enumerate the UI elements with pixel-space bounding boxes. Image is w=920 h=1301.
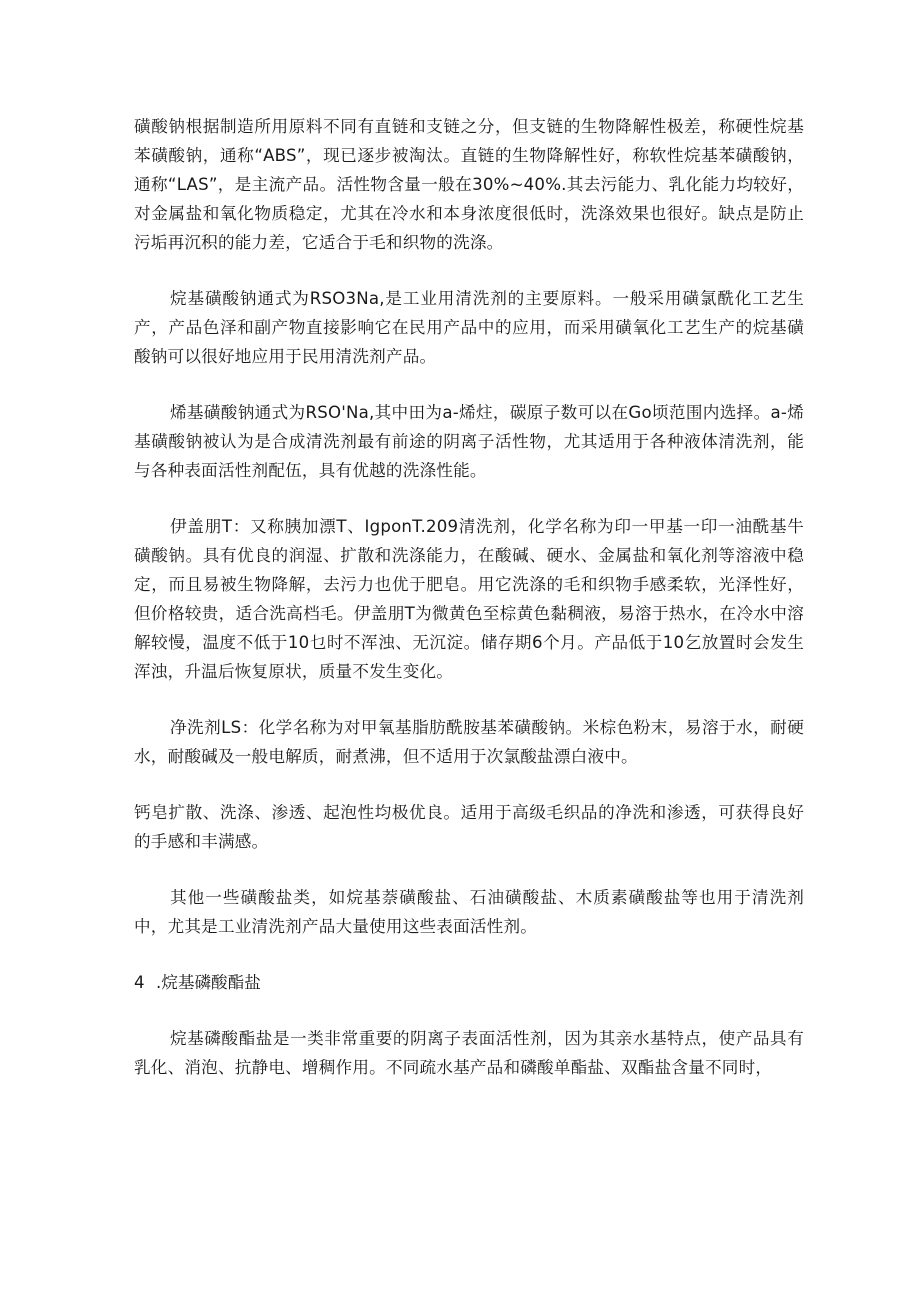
paragraph-alkenyl-sulfonate: 烯基磺酸钠通式为RSO'Na,其中田为a-烯炷，碳原子数可以在Go顷范围内选择。a-烯基磺酸钠被认为是合成清洗剂最有前途的阴离子活性物，尤其适用于各种液体清洗剂，能与各种表面活性剂配伍，具有优越的洗涤性能。 xyxy=(134,403,804,480)
paragraph-detergent-ls: 净洗剂LS：化学名称为对甲氧基脂肪酰胺基苯磺酸钠。米棕色粉末，易溶于水，耐硬水，耐酸碱及一般电解质，耐煮沸，但不适用于次氯酸盐漂白液中。 xyxy=(134,718,804,766)
paragraph-igepon-t: 伊盖朋T：又称胰加漂T、IgponT.209清洗剂，化学名称为印一甲基一印一油酰基牛磺酸钠。具有优良的润湿、扩散和洗涤能力，在酸碱、硬水、金属盐和氧化剂等溶液中稳定，而且易被生物降解，去污力也优于肥皂。用它洗涤的毛和织物手感柔软，光泽性好，但价格较贵，适合洗高档毛。伊盖朋T为微黄色至棕黄色黏稠液，易溶于热水，在冷水中溶解较慢，温度不低于10乜时不浑浊、无沉淀。储存期6个月。产品低于10乞放置时会发生浑浊，升温后恢复原状，质量不发生变化。 xyxy=(134,517,804,681)
paragraph-alkyl-sulfonate: 烷基磺酸钠通式为RSO3Na,是工业用清洗剂的主要原料。一般采用磺氯酰化工艺生产，产品色泽和副产物直接影响它在民用产品中的应用，而采用磺氧化工艺生产的烷基磺酸钠可以很好地应用于民用清洗剂产品。 xyxy=(134,289,804,366)
paragraph-sulfonate-intro: 磺酸钠根据制造所用原料不同有直链和支链之分，但支链的生物降解性极差，称硬性烷基苯磺酸钠，通称“ABS”，现已逐步被淘汰。直链的生物降解性好，称软性烷基苯磺酸钠，通称“LAS”，是主流产品。活性物含量一般在30%~40%.其去污能力、乳化能力均较好，对金属盐和氧化物质稳定，尤其在冷水和本身浓度很低时，洗涤效果也很好。缺点是防止污垢再沉积的能力差，它适合于毛和织物的洗涤。 xyxy=(134,117,804,252)
paragraph-calcium-soap: 钙皂扩散、洗涤、渗透、起泡性均极优良。适用于高级毛织品的净洗和渗透，可获得良好的手感和丰满感。 xyxy=(134,803,804,851)
document-page xyxy=(134,112,804,1082)
paragraph-other-sulfonates: 其他一些磺酸盐类，如烷基萘磺酸盐、石油磺酸盐、木质素磺酸盐等也用于清洗剂中，尤其是工业清洗剂产品大量使用这些表面活性剂。 xyxy=(134,888,804,936)
section-heading xyxy=(134,968,804,997)
paragraph-alkyl-phosphate: 烷基磷酸酯盐是一类非常重要的阴离子表面活性剂，因为其亲水基特点，使产品具有乳化、消泡、抗静电、增稠作用。不同疏水基产品和磷酸单酯盐、双酯盐含量不同时， xyxy=(134,1029,804,1077)
section-title: .烷基磷酸酯盐 xyxy=(156,973,261,992)
section-number: 4 xyxy=(134,973,145,992)
